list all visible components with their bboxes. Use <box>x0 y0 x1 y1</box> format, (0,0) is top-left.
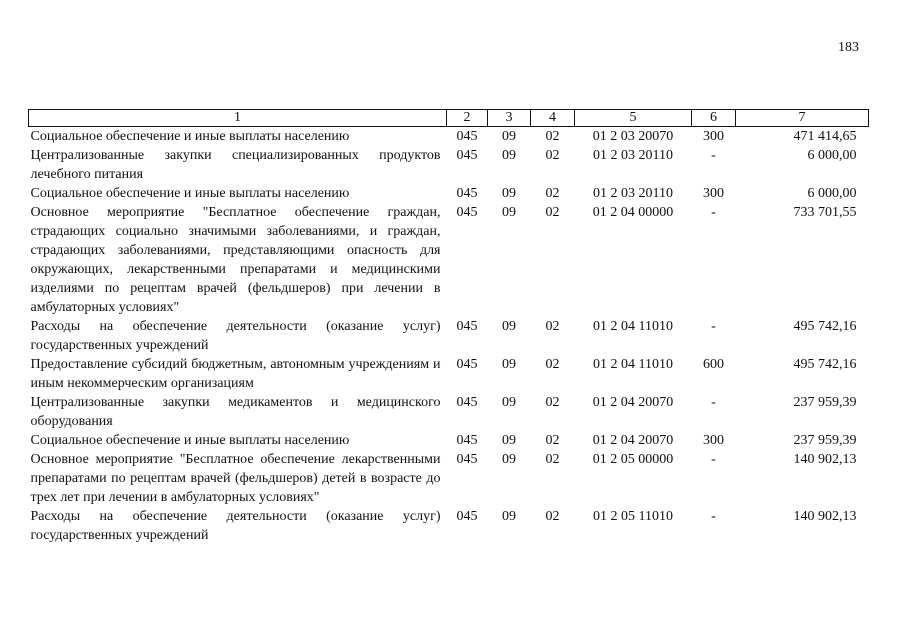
table-row <box>29 355 869 393</box>
cell-target-article: 01 2 04 11010 <box>593 357 673 372</box>
cell-expense-type: 300 <box>703 129 724 144</box>
table-row <box>29 507 869 545</box>
cell-name: Основное мероприятие "Бесплатное обеспечение граждан, страдающих социально значимыми заболеваниями, и граждан, страдающих заболеваниями, представляющими опасность для окружающих, лекарственными препаратами и медицинскими изделиями по рецептам врачей (фельдшеров) при лечении в амбулаторных условиях" <box>30 205 441 315</box>
cell-name: Расходы на обеспечение деятельности (оказание услуг) государственных учреждений <box>30 509 441 543</box>
cell-grbs: 045 <box>456 186 478 201</box>
cell-grbs: 045 <box>456 205 478 220</box>
cell-target-article: 01 2 05 00000 <box>592 452 674 467</box>
budget-table <box>28 109 869 545</box>
cell-subsection: 02 <box>545 319 560 334</box>
header-col-1: 1 <box>29 110 447 127</box>
cell-grbs: 045 <box>456 357 478 372</box>
table-body <box>29 127 869 546</box>
cell-expense-type: - <box>711 148 716 163</box>
cell-grbs: 045 <box>456 433 478 448</box>
cell-amount: 495 742,16 <box>793 319 857 334</box>
cell-grbs: 045 <box>456 129 478 144</box>
cell-target-article: 01 2 03 20070 <box>592 129 674 144</box>
cell-target-article: 01 2 04 20070 <box>592 433 674 448</box>
cell-target-article: 01 2 03 20110 <box>593 148 673 163</box>
cell-name: Социальное обеспечение и иные выплаты населению <box>30 129 350 144</box>
cell-subsection: 02 <box>545 452 560 467</box>
cell-name: Централизованные закупки медикаментов и медицинского оборудования <box>30 395 441 429</box>
table-row <box>29 431 869 450</box>
table-row <box>29 127 869 147</box>
cell-subsection: 02 <box>545 357 560 372</box>
header-col-6: 6 <box>692 110 736 127</box>
cell-expense-type: - <box>711 205 716 220</box>
cell-grbs: 045 <box>456 452 478 467</box>
table-row <box>29 317 869 355</box>
header-col-4: 4 <box>531 110 575 127</box>
cell-subsection: 02 <box>545 395 560 410</box>
cell-subsection: 02 <box>545 186 560 201</box>
header-col-5: 5 <box>575 110 692 127</box>
cell-expense-type: - <box>711 395 716 410</box>
cell-section: 09 <box>502 148 516 163</box>
cell-section: 09 <box>502 395 516 410</box>
cell-name: Расходы на обеспечение деятельности (оказание услуг) государственных учреждений <box>30 319 441 353</box>
cell-amount: 237 959,39 <box>793 395 857 410</box>
header-col-2: 2 <box>447 110 488 127</box>
cell-amount: 495 742,16 <box>793 357 857 372</box>
table-row <box>29 146 869 184</box>
header-col-3: 3 <box>488 110 531 127</box>
cell-expense-type: 300 <box>703 186 724 201</box>
cell-name: Предоставление субсидий бюджетным, автономным учреждениям и иным некоммерческим организациям <box>30 357 441 391</box>
cell-expense-type: - <box>711 452 716 467</box>
cell-name: Централизованные закупки специализированных продуктов лечебного питания <box>30 148 441 182</box>
header-col-7: 7 <box>736 110 869 127</box>
cell-section: 09 <box>502 357 516 372</box>
cell-subsection: 02 <box>545 433 560 448</box>
cell-section: 09 <box>502 186 516 201</box>
cell-amount: 140 902,13 <box>793 452 857 467</box>
cell-section: 09 <box>502 129 516 144</box>
cell-expense-type: - <box>711 319 716 334</box>
table-row <box>29 203 869 317</box>
header-row <box>29 110 869 127</box>
cell-amount: 733 701,55 <box>793 205 857 220</box>
cell-amount: 237 959,39 <box>793 433 857 448</box>
cell-grbs: 045 <box>456 509 478 524</box>
cell-target-article: 01 2 04 00000 <box>592 205 674 220</box>
cell-target-article: 01 2 04 11010 <box>593 319 673 334</box>
cell-amount: 471 414,65 <box>793 129 857 144</box>
cell-section: 09 <box>502 205 516 220</box>
table-row <box>29 184 869 203</box>
cell-section: 09 <box>502 509 516 524</box>
page-number: 183 <box>838 40 859 55</box>
cell-section: 09 <box>502 433 516 448</box>
table-row <box>29 450 869 507</box>
cell-grbs: 045 <box>456 319 478 334</box>
cell-target-article: 01 2 05 11010 <box>593 509 673 524</box>
table-row <box>29 393 869 431</box>
cell-grbs: 045 <box>456 148 478 163</box>
cell-target-article: 01 2 03 20110 <box>593 186 673 201</box>
cell-amount: 6 000,00 <box>807 186 857 201</box>
cell-subsection: 02 <box>545 205 560 220</box>
cell-subsection: 02 <box>545 148 560 163</box>
cell-amount: 6 000,00 <box>807 148 857 163</box>
cell-section: 09 <box>502 319 516 334</box>
cell-section: 09 <box>502 452 516 467</box>
cell-subsection: 02 <box>545 509 560 524</box>
cell-name: Основное мероприятие "Бесплатное обеспечение лекарственными препаратами по рецептам врачей (фельдшеров) детей в возрасте до трех лет при лечении в амбулаторных условиях" <box>30 452 441 505</box>
cell-target-article: 01 2 04 20070 <box>592 395 674 410</box>
cell-expense-type: 300 <box>703 433 724 448</box>
cell-amount: 140 902,13 <box>793 509 857 524</box>
cell-name: Социальное обеспечение и иные выплаты населению <box>30 433 350 448</box>
table-header <box>29 110 869 127</box>
cell-grbs: 045 <box>456 395 478 410</box>
cell-expense-type: - <box>711 509 716 524</box>
cell-subsection: 02 <box>545 129 560 144</box>
cell-name: Социальное обеспечение и иные выплаты населению <box>30 186 350 201</box>
cell-expense-type: 600 <box>703 357 724 372</box>
